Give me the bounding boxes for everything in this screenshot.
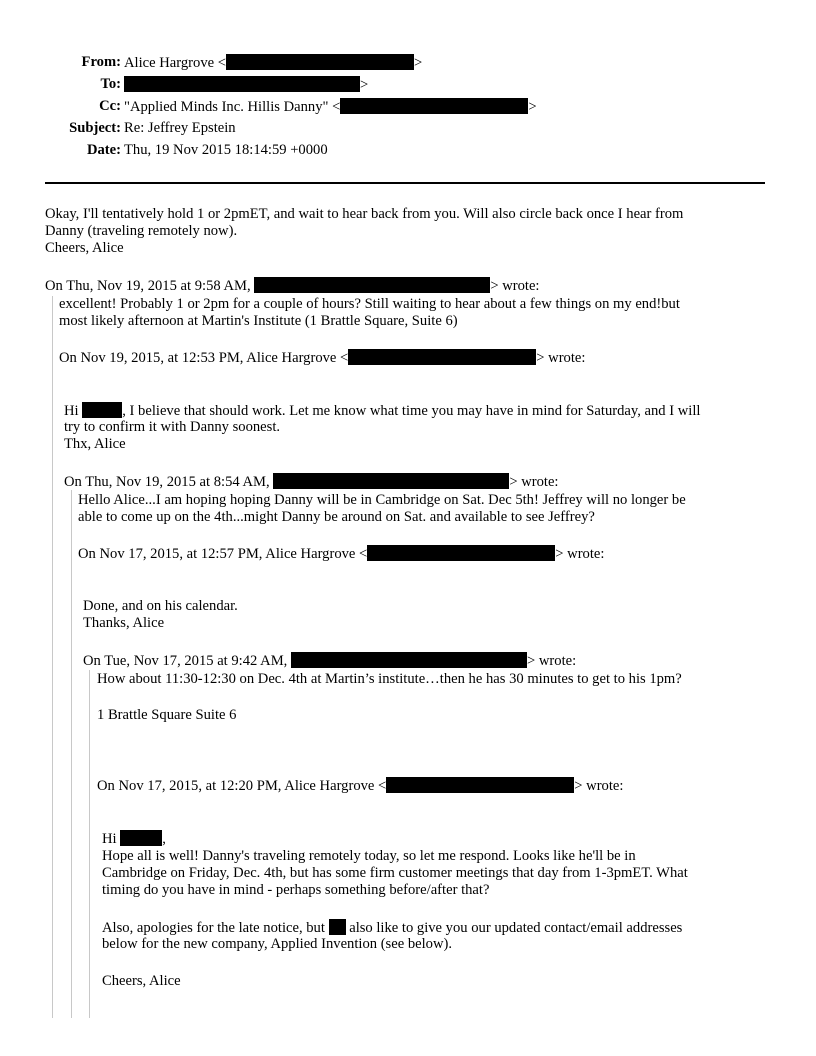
msg1-line: Danny (traveling remotely now). xyxy=(45,223,238,239)
quote2-attribution: On Nov 19, 2015, at 12:53 PM, Alice Hargrove < > wrote: xyxy=(59,350,586,366)
msg7-line: Cheers, Alice xyxy=(102,973,181,989)
msg7-line: Hi , xyxy=(102,831,166,847)
quote-bar-level-3 xyxy=(89,670,90,1018)
msg3-line: Hi , I believe that should work. Let me know what time you may have in mind for Saturday, and I will xyxy=(64,403,701,419)
redaction-block xyxy=(340,98,528,114)
msg6-line: How about 11:30-12:30 on Dec. 4th at Martin’s institute…then he has 30 minutes to get to his 1pm? xyxy=(97,671,682,687)
header-cc-row xyxy=(0,98,816,120)
date-label: Date: xyxy=(86,142,121,158)
header-date-row xyxy=(0,142,816,164)
header-subject-row xyxy=(0,120,816,142)
redaction-block xyxy=(367,545,555,561)
redaction-block xyxy=(226,54,414,70)
msg3-line: Thx, Alice xyxy=(64,436,126,452)
msg3-line: try to confirm it with Danny soonest. xyxy=(64,419,281,435)
header-divider xyxy=(45,182,765,184)
msg1-line: Cheers, Alice xyxy=(45,240,124,256)
cc-label: Cc: xyxy=(99,98,121,114)
redaction-block xyxy=(291,652,527,668)
from-name: Alice Hargrove < xyxy=(124,55,226,71)
msg7-line: Also, apologies for the late notice, but also like to give you our updated contact/email addresses xyxy=(102,920,683,936)
msg7-line: below for the new company, Applied Invention (see below). xyxy=(102,936,453,952)
redaction-block xyxy=(120,830,162,846)
redaction-block xyxy=(124,76,360,92)
header-to-row xyxy=(0,76,816,98)
quote1-attribution: On Thu, Nov 19, 2015 at 9:58 AM, > wrote: xyxy=(45,278,540,294)
msg4-line: Hello Alice...I am hoping hoping Danny will be in Cambridge on Sat. Dec 5th! Jeffrey will no longer be xyxy=(78,492,686,508)
quote-bar-level-1 xyxy=(52,296,53,1018)
to-label: To: xyxy=(100,76,121,92)
redaction-block xyxy=(386,777,574,793)
redaction-block xyxy=(348,349,536,365)
subject-value: Re: Jeffrey Epstein xyxy=(124,120,236,136)
quote4-attribution: On Nov 17, 2015, at 12:57 PM, Alice Hargrove < > wrote: xyxy=(78,546,605,562)
msg7-line: Cambridge on Friday, Dec. 4th, but has some firm customer meetings that day from 1-3pmET. What xyxy=(102,865,688,881)
redaction-block xyxy=(329,919,346,935)
quote3-attribution: On Thu, Nov 19, 2015 at 8:54 AM, > wrote: xyxy=(64,474,559,490)
msg1-line: Okay, I'll tentatively hold 1 or 2pmET, and wait to hear back from you. Will also circle back once I hear from xyxy=(45,206,684,222)
cc-name: "Applied Minds Inc. Hillis Danny" < xyxy=(124,99,341,115)
msg4-line: able to come up on the 4th...might Danny be around on Sat. and available to see Jeffrey? xyxy=(78,509,595,525)
to-value: > xyxy=(124,76,368,94)
subject-label: Subject: xyxy=(69,120,121,136)
msg2-line: most likely afternoon at Martin's Institute (1 Brattle Square, Suite 6) xyxy=(59,313,458,329)
msg7-line: timing do you have in mind - perhaps something before/after that? xyxy=(102,882,490,898)
redaction-block xyxy=(273,473,509,489)
cc-value: "Applied Minds Inc. Hillis Danny" < > xyxy=(124,99,537,115)
redaction-block xyxy=(82,402,122,418)
from-value: Alice Hargrove < > xyxy=(124,55,423,71)
quote-bar-level-2 xyxy=(71,490,72,1018)
msg7-line: Hope all is well! Danny's traveling remotely today, so let me respond. Looks like he'll be in xyxy=(102,848,636,864)
from-label: From: xyxy=(81,54,121,70)
msg5-line: Done, and on his calendar. xyxy=(83,598,238,614)
msg6-line: 1 Brattle Square Suite 6 xyxy=(97,707,237,723)
msg5-line: Thanks, Alice xyxy=(83,615,165,631)
redaction-block xyxy=(254,277,490,293)
msg2-line: excellent! Probably 1 or 2pm for a couple of hours? Still waiting to hear about a few things on my end!but xyxy=(59,296,680,312)
quote5-attribution: On Tue, Nov 17, 2015 at 9:42 AM, > wrote: xyxy=(83,653,577,669)
quote6-attribution: On Nov 17, 2015, at 12:20 PM, Alice Hargrove < > wrote: xyxy=(97,778,624,794)
header-from-row xyxy=(0,54,816,76)
date-value: Thu, 19 Nov 2015 18:14:59 +0000 xyxy=(124,142,328,158)
